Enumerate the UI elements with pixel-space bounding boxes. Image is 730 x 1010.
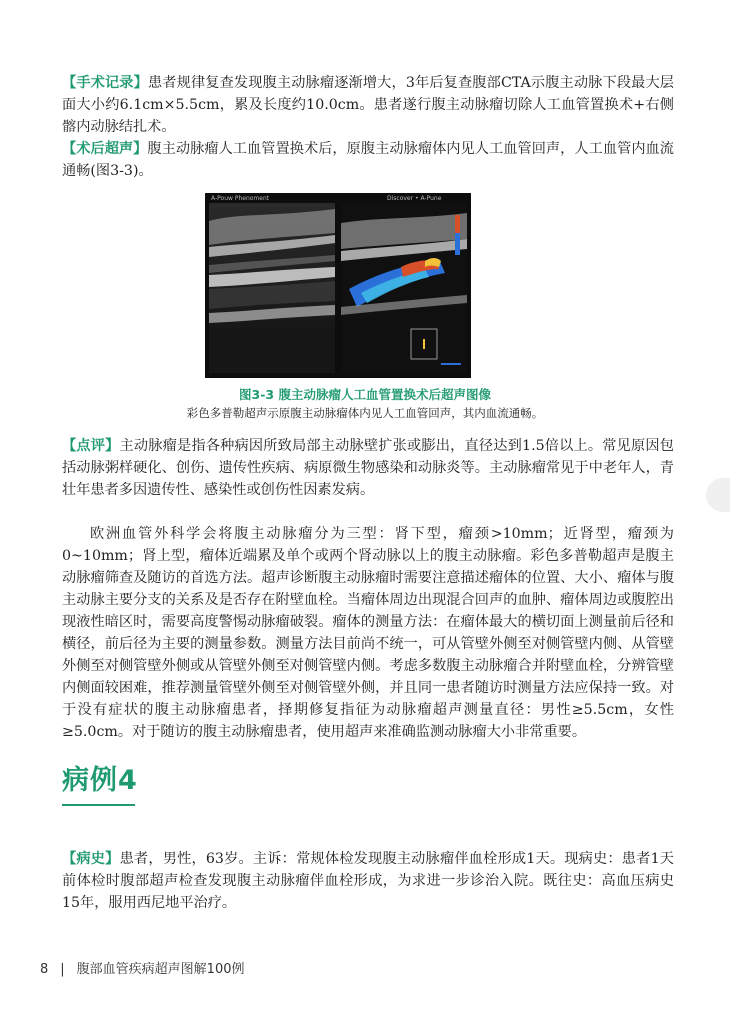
right-panel-header: Discover • A-Pune	[387, 195, 442, 202]
page-edge-tab	[706, 478, 730, 512]
footer-separator: |	[60, 962, 65, 977]
left-panel-header: A-Pouw Phenoment	[211, 195, 270, 202]
postop-tag: 【术后超声】	[62, 141, 148, 157]
page-footer	[40, 958, 245, 977]
history-paragraph	[62, 848, 674, 914]
color-doppler-ultrasound-image	[341, 203, 467, 373]
classification-paragraph: 欧洲血管外科学会将腹主动脉瘤分为三型：肾下型，瘤颈>10mm；近肾型，瘤颈为0~10mm；肾上型，瘤体近端累及单个或两个肾动脉以上的腹主动脉瘤。彩色多普勒超声是腹主动脉瘤筛查及随访的首选方法。超声诊断腹主动脉瘤时需要注意描述瘤体的位置、大小、瘤体与腹主动脉主要分支的关系及是否存在附壁血栓。当瘤体周边出现混合回声的血肿、瘤体周边或腹腔出现液性暗区时，需要高度警惕动脉瘤破裂。瘤体的测量方法：在瘤体最大的横切面上测量前后径和横径，前后径为主要的测量参数。测量方法目前尚不统一，可从管壁外侧至对侧管壁内侧、从管壁外侧至对侧管壁外侧或从管壁外侧至对侧管壁内侧。考虑多数腹主动脉瘤合并附壁血栓，分辨管壁内侧面较困难，推荐测量管壁外侧至对侧管壁外侧，并且同一患者随访时测量方法应保持一致。对于没有症状的腹主动脉瘤患者，择期修复指征为动脉瘤超声测量直径：男性≥5.5cm，女性≥5.0cm。对于随访的腹主动脉瘤患者，使用超声来准确监测动脉瘤大小非常重要。	[62, 526, 674, 740]
comment-paragraph	[62, 435, 674, 501]
case-heading-underline	[62, 804, 135, 806]
history-text: 患者，男性，63岁。主诉：常规体检发现腹主动脉瘤伴血栓形成1天。现病史：患者1天前体检时腹部超声检查发现腹主动脉瘤伴血栓形成，为求进一步诊治入院。既往史：高血压病史15年，服用西尼地平治疗。	[62, 851, 674, 911]
page-number: 8	[40, 962, 49, 977]
grayscale-ultrasound-image	[209, 203, 335, 373]
figure-title: 图3-3 腹主动脉瘤人工血管置换术后超声图像	[239, 387, 491, 402]
surgery-text: 患者规律复查发现腹主动脉瘤逐渐增大，3年后复查腹部CTA示腹主动脉下段最大层面大小约6.1cm×5.5cm，累及长度约10.0cm。患者遂行腹主动脉瘤切除人工血管置换术+右侧髂内动脉结扎术。	[62, 75, 674, 135]
comment-tag: 【点评】	[62, 438, 120, 454]
ultrasound-figure	[205, 193, 471, 378]
history-tag: 【病史】	[62, 851, 120, 867]
figure-caption: 彩色多普勒超声示原腹主动脉瘤体内见人工血管回声，其内血流通畅。	[186, 406, 544, 420]
postop-paragraph	[62, 138, 674, 182]
book-title: 腹部血管疾病超声图解100例	[76, 962, 245, 977]
comment-text: 主动脉瘤是指各种病因所致局部主动脉壁扩张或膨出，直径达到1.5倍以上。常见原因包括动脉粥样硬化、创伤、遗传性疾病、病原微生物感染和动脉炎等。主动脉瘤常见于中老年人，青壮年患者多因遗传性、感染性或创伤性因素发病。	[62, 438, 674, 498]
surgery-tag: 【手术记录】	[62, 75, 148, 91]
postop-text: 腹主动脉瘤人工血管置换术后，原腹主动脉瘤体内见人工血管回声，人工血管内血流通畅(图3-3)。	[62, 141, 674, 179]
case-heading: 病例4	[62, 765, 138, 796]
surgery-paragraph	[62, 72, 674, 138]
